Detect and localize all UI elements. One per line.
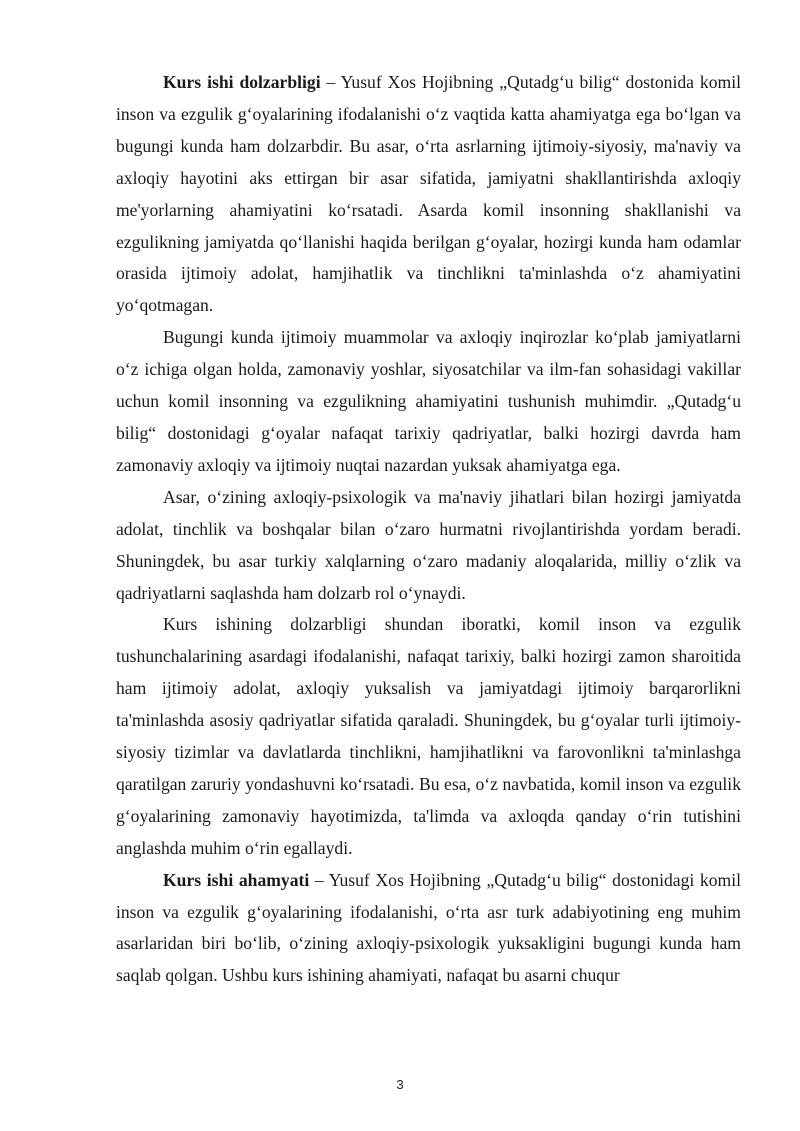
paragraph-text: Kurs ishining dolzarbligi shundan iboratki, komil inson va ezgulik tushunchalarining asardagi ifodalanishi, nafaqat tarixiy, balki hozirgi zamon sharoitida ham ijtimoiy adolat, axloqiy yuksalish va jamiyatdagi ijtimoiy barqarorlikni ta'minlashda asosiy qadriyatlar sifatida qaraladi. Shuningdek, bu g‘oyalar turli ijtimoiy-siyosiy tizimlar va davlatlarda tinchlikni, hamjihatlikni va farovonlikni ta'minlashga qaratilgan zaruriy yondashuvni ko‘rsatadi. Bu esa, o‘z navbatida, komil inson va ezgulik g‘oyalarining zamonaviy hayotimizda, ta'limda va axloqda qanday o‘rin tutishini anglashda muhim o‘rin egallaydi. [116, 614, 741, 858]
heading-relevance: Kurs ishi dolzarbligi [163, 72, 321, 92]
paragraph-text: – Yusuf Xos Hojibning „Qutadg‘u bilig“ dostonidagi komil inson va ezgulik g‘oyalarining ifodalanishi, o‘rta asr turk adabiyotining eng muhim asarlaridan biri bo‘lib, o‘zining axloqiy-psixologik yuksakligini bugungi kunda ham saqlab qolgan. Ushbu kurs ishining ahamiyati, nafaqat bu asarni chuqur [116, 869, 741, 986]
page-number: 3 [396, 1077, 404, 1092]
paragraph-importance [116, 865, 741, 993]
paragraph-relevance [116, 67, 741, 322]
body-text [116, 67, 741, 992]
paragraph-text: Asar, o‘zining axloqiy-psixologik va ma'naviy jihatlari bilan hozirgi jamiyatda adolat, tinchlik va boshqalar bilan o‘zaro hurmatni rivojlantirishda yordam beradi. Shuningdek, bu asar turkiy xalqlarning o‘zaro madaniy aloqalarida, milliy o‘zlik va qadriyatlarni saqlashda ham dolzarb rol o‘ynaydi. [116, 486, 741, 603]
paragraph-course-relevance [116, 609, 741, 864]
paragraph-text: – Yusuf Xos Hojibning „Qutadg‘u bilig“ dostonida komil inson va ezgulik g‘oyalarining ifodalanishi o‘z vaqtida katta ahamiyatga ega bo‘lgan va bugungi kunda ham dolzarbdir. Bu asar, o‘rta asrlarning ijtimoiy-siyosiy, ma'naviy va axloqiy hayotini aks ettirgan bir asar sifatida, jamiyatni shakllantirishda axloqiy me'yorlarning ahamiyatini ko‘rsatadi. Asarda komil insonning shakllanishi va ezgulikning jamiyatda qo‘llanishi haqida berilgan g‘oyalar, hozirgi kunda ham odamlar orasida ijtimoiy adolat, hamjihatlik va tinchlikni ta'minlashda o‘z ahamiyatini yo‘qotmagan. [116, 72, 741, 316]
paragraph-text: Bugungi kunda ijtimoiy muammolar va axloqiy inqirozlar ko‘plab jamiyatlarni o‘z ichiga olgan holda, zamonaviy yoshlar, siyosatchilar va ilm-fan sohasidagi vakillar uchun komil insonning va ezgulikning ahamiyatini tushunish muhimdir. „Qutadg‘u bilig“ dostonidagi g‘oyalar nafaqat tarixiy qadriyatlar, balki hozirgi davrda ham zamonaviy axloqiy va ijtimoiy nuqtai nazardan yuksak ahamiyatga ega. [116, 327, 741, 475]
paragraph-moral-aspects [116, 482, 741, 610]
heading-importance: Kurs ishi ahamyati [163, 869, 310, 890]
paragraph-social-problems [116, 322, 741, 482]
